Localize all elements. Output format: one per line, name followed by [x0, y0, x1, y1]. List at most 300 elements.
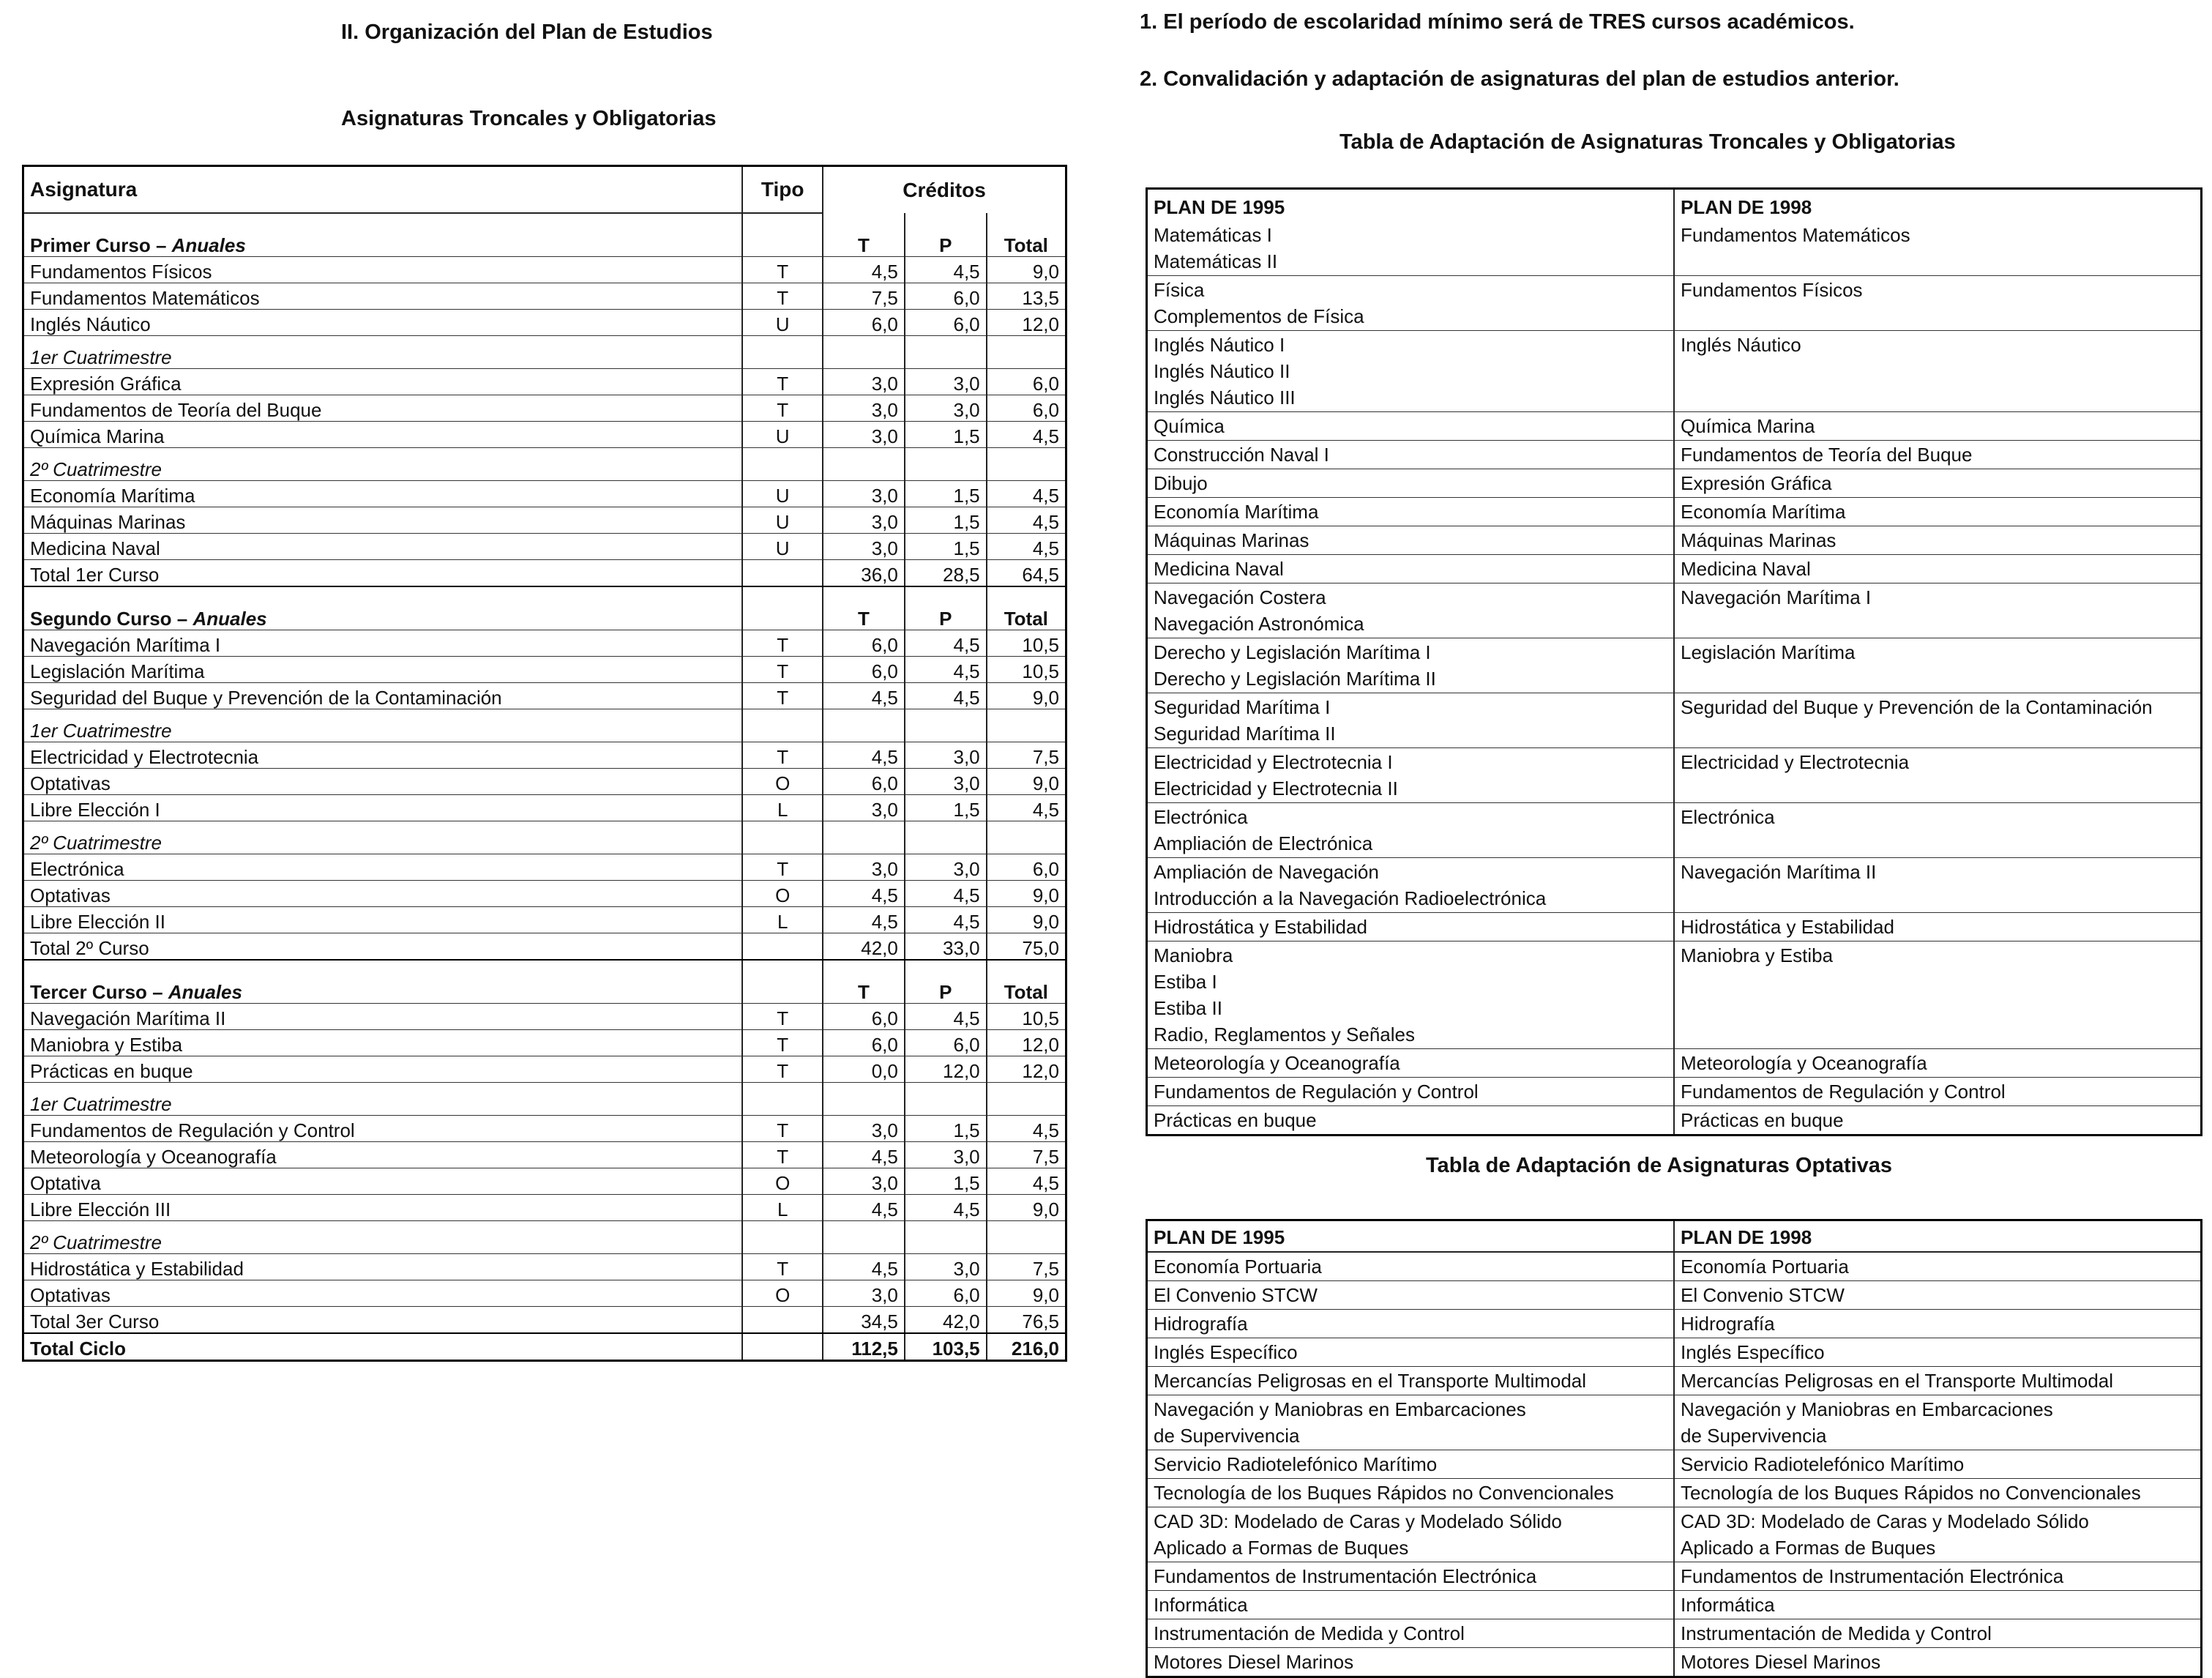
plan-1995-cell — [1147, 1049, 1675, 1078]
point-2: 2. Convalidación y adaptación de asignaturas del plan de estudios anterior. — [1140, 67, 1899, 91]
table-row — [23, 481, 1066, 507]
credits-total-cell: 10,5 — [987, 630, 1066, 657]
tipo-cell: U — [742, 507, 823, 534]
table-row — [1147, 1648, 2202, 1677]
plan-1998-cell — [1674, 469, 2202, 498]
subject-name: Prácticas en buque — [1154, 1109, 1317, 1131]
table-row — [23, 395, 1066, 422]
plan-1998-cell — [1674, 1367, 2202, 1395]
plan-1995-cell — [1147, 441, 1675, 469]
credits-p-cell: 6,0 — [905, 310, 987, 336]
plan-1995-cell — [1147, 276, 1675, 331]
subject-name: Informática — [1681, 1594, 1775, 1616]
subject-name: Hidrografía — [1681, 1313, 1775, 1335]
credits-total-cell: 13,5 — [987, 283, 1066, 310]
table-row — [1147, 276, 2202, 331]
subject-name: Matemáticas II — [1154, 250, 1278, 272]
credits-total-cell: 4,5 — [987, 534, 1066, 560]
subject-name: Optativas — [30, 772, 111, 794]
adaptation-table-core — [1146, 187, 2202, 1136]
subject-name: Navegación Marítima II — [30, 1007, 226, 1029]
subject-name: Química Marina — [1681, 415, 1815, 437]
plan-1995-cell — [1147, 1338, 1675, 1367]
subject-name: Fundamentos de Teoría del Buque — [1681, 444, 1973, 466]
plan-1995-cell — [1147, 221, 1675, 276]
credits-t-cell: 3,0 — [823, 1168, 905, 1195]
credits-t-cell: 6,0 — [823, 630, 905, 657]
table-row — [1147, 913, 2202, 941]
subject-name: Aplicado a Formas de Buques — [1154, 1537, 1409, 1559]
subject-name: Física — [1154, 279, 1205, 301]
subject-name: CAD 3D: Modelado de Caras y Modelado Sólido — [1154, 1510, 1562, 1532]
credits-total-cell: 9,0 — [987, 907, 1066, 933]
credits-p-cell: 4,5 — [905, 630, 987, 657]
course-label: Tercer Curso – — [30, 981, 168, 1003]
credits-p-cell: 4,5 — [905, 657, 987, 683]
tipo-cell — [742, 560, 823, 587]
empty-cell — [823, 336, 905, 369]
header-plan-1995: PLAN DE 1995 — [1147, 189, 1675, 222]
tipo-cell — [742, 1307, 823, 1334]
subject-name: Total 2º Curso — [30, 937, 149, 959]
credits-total-cell: 75,0 — [987, 933, 1066, 961]
credits-total-cell: 6,0 — [987, 854, 1066, 881]
credits-total-cell: 64,5 — [987, 560, 1066, 587]
subject-name: Instrumentación de Medida y Control — [1154, 1622, 1465, 1644]
plan-1998-cell — [1674, 526, 2202, 555]
subject-name: Legislación Marítima — [30, 660, 205, 682]
subject-cell — [23, 1333, 743, 1361]
subject-name: Meteorología y Oceanografía — [30, 1146, 277, 1168]
subject-cell — [23, 586, 743, 630]
credits-total-cell: 216,0 — [987, 1333, 1066, 1361]
plan-1998-cell — [1674, 498, 2202, 526]
credits-t-cell: 6,0 — [823, 657, 905, 683]
section-row — [23, 213, 1066, 257]
subject-cell — [23, 448, 743, 481]
semester-label: 2º Cuatrimestre — [30, 832, 162, 854]
subject-cell — [23, 854, 743, 881]
tipo-cell: T — [742, 257, 823, 283]
credits-t-cell: 3,0 — [823, 507, 905, 534]
credits-total-cell: 7,5 — [987, 1254, 1066, 1280]
subject-name: Aplicado a Formas de Buques — [1681, 1537, 1936, 1559]
table-row — [23, 795, 1066, 821]
subject-name: Construcción Naval I — [1154, 444, 1329, 466]
subject-name: Hidrostática y Estabilidad — [1154, 916, 1367, 938]
empty-cell — [742, 709, 823, 742]
subject-name: Fundamentos Matemáticos — [30, 287, 260, 309]
empty-cell — [742, 1083, 823, 1116]
subject-name: Legislación Marítima — [1681, 641, 1856, 663]
table-row — [23, 742, 1066, 769]
subject-name: Prácticas en buque — [1681, 1109, 1844, 1131]
section-row — [23, 821, 1066, 854]
subject-name: Libre Elección II — [30, 911, 165, 933]
subject-name: Navegación Marítima I — [1681, 586, 1872, 608]
semester-label: 2º Cuatrimestre — [30, 1231, 162, 1253]
tipo-cell: L — [742, 795, 823, 821]
plan-1995-cell — [1147, 1619, 1675, 1648]
subject-cell — [23, 1142, 743, 1168]
plan-1995-cell — [1147, 1281, 1675, 1310]
credits-total-cell: 10,5 — [987, 1004, 1066, 1030]
plan-1995-cell — [1147, 1310, 1675, 1338]
subject-name: Navegación Marítima I — [30, 634, 221, 656]
credits-p-cell: 6,0 — [905, 1280, 987, 1307]
subject-name: Radio, Reglamentos y Señales — [1154, 1023, 1415, 1045]
credits-total-cell: 6,0 — [987, 369, 1066, 395]
tipo-cell: U — [742, 422, 823, 448]
plan-1995-cell — [1147, 941, 1675, 1049]
tipo-cell: T — [742, 854, 823, 881]
adaptation-table-title: Tabla de Adaptación de Asignaturas Troncales y Obligatorias — [1339, 130, 1956, 154]
table-row — [1147, 638, 2202, 693]
plan-1998-cell — [1674, 276, 2202, 331]
subject-name: Meteorología y Oceanografía — [1681, 1052, 1927, 1074]
table-row — [23, 1142, 1066, 1168]
tipo-cell: T — [742, 1142, 823, 1168]
total-row — [23, 1333, 1066, 1361]
subject-cell — [23, 1195, 743, 1221]
subject-cell — [23, 1116, 743, 1142]
table-row — [23, 1116, 1066, 1142]
tipo-cell: T — [742, 1004, 823, 1030]
subject-name: Medicina Naval — [1154, 558, 1284, 580]
empty-cell — [905, 1083, 987, 1116]
plan-1995-cell — [1147, 331, 1675, 412]
total-row — [23, 933, 1066, 961]
credits-p-cell: 1,5 — [905, 507, 987, 534]
table-row — [1147, 1252, 2202, 1281]
credits-t-cell: 4,5 — [823, 1142, 905, 1168]
table-row — [1147, 1281, 2202, 1310]
subject-cell — [23, 1168, 743, 1195]
plan-1998-cell — [1674, 1395, 2202, 1450]
subject-name: Meteorología y Oceanografía — [1154, 1052, 1400, 1074]
plan-1998-cell — [1674, 331, 2202, 412]
subject-name: Inglés Náutico II — [1154, 360, 1290, 382]
empty-cell — [742, 1221, 823, 1254]
subject-name: Inglés Específico — [1681, 1341, 1825, 1363]
credits-t-cell: 3,0 — [823, 1116, 905, 1142]
credits-total-cell: 7,5 — [987, 1142, 1066, 1168]
plan-1998-cell — [1674, 913, 2202, 941]
empty-cell — [987, 1221, 1066, 1254]
subject-name: Electricidad y Electrotecnia — [30, 746, 259, 768]
subject-name: Mercancías Peligrosas en el Transporte Multimodal — [1154, 1370, 1587, 1392]
table-row — [23, 507, 1066, 534]
plan-1998-cell — [1674, 1078, 2202, 1106]
header-plan-1995: PLAN DE 1995 — [1147, 1220, 1675, 1253]
table-row — [1147, 1078, 2202, 1106]
tipo-cell: U — [742, 310, 823, 336]
table-row — [23, 1280, 1066, 1307]
table-row — [23, 310, 1066, 336]
plan-1995-cell — [1147, 498, 1675, 526]
subject-cell — [23, 1056, 743, 1083]
table-row — [23, 881, 1066, 907]
subject-name: Medicina Naval — [1681, 558, 1811, 580]
subject-cell — [23, 1083, 743, 1116]
subject-name: Electrónica — [1154, 806, 1248, 828]
table-row — [1147, 555, 2202, 583]
course-label: Segundo Curso – — [30, 608, 193, 630]
subject-cell — [23, 213, 743, 257]
tipo-cell — [742, 933, 823, 961]
empty-cell — [823, 448, 905, 481]
subject-cell — [23, 769, 743, 795]
credits-total-cell: 10,5 — [987, 657, 1066, 683]
subject-name: Ampliación de Navegación — [1154, 861, 1379, 883]
subject-name: de Supervivencia — [1154, 1425, 1300, 1447]
credits-p-cell: 4,5 — [905, 683, 987, 709]
subject-name: Fundamentos de Teoría del Buque — [30, 399, 322, 421]
credits-t-cell: 4,5 — [823, 907, 905, 933]
subject-name: Motores Diesel Marinos — [1681, 1651, 1881, 1673]
subject-name: Economía Portuaria — [1154, 1256, 1322, 1278]
subject-name: Prácticas en buque — [30, 1060, 193, 1082]
plan-1995-cell — [1147, 583, 1675, 638]
plan-1995-cell — [1147, 693, 1675, 748]
table-title: Asignaturas Troncales y Obligatorias — [341, 107, 717, 130]
subject-cell — [23, 1221, 743, 1254]
header-t: T — [823, 960, 905, 1004]
table-row — [23, 283, 1066, 310]
header-asignatura: Asignatura — [23, 166, 743, 214]
subject-name: Dibujo — [1154, 472, 1208, 494]
credits-t-cell: 34,5 — [823, 1307, 905, 1334]
subject-cell — [23, 560, 743, 587]
subject-cell — [23, 422, 743, 448]
credits-total-cell: 9,0 — [987, 257, 1066, 283]
credits-t-cell: 4,5 — [823, 1254, 905, 1280]
plan-1998-cell — [1674, 1281, 2202, 1310]
plan-1995-cell — [1147, 1507, 1675, 1562]
subject-cell — [23, 369, 743, 395]
credits-t-cell: 0,0 — [823, 1056, 905, 1083]
subject-cell — [23, 709, 743, 742]
semester-label: 2º Cuatrimestre — [30, 458, 162, 480]
subject-name: Libre Elección III — [30, 1198, 171, 1220]
plan-1998-cell — [1674, 941, 2202, 1049]
subject-cell — [23, 795, 743, 821]
table-row — [1147, 858, 2202, 913]
subject-name: Navegación Costera — [1154, 586, 1326, 608]
table-row — [1147, 1619, 2202, 1648]
table-row — [1147, 1367, 2202, 1395]
semester-label: 1er Cuatrimestre — [30, 1093, 172, 1115]
semester-label: 1er Cuatrimestre — [30, 346, 172, 368]
subject-name: Tecnología de los Buques Rápidos no Convencionales — [1681, 1482, 2141, 1504]
subject-name: Inglés Náutico — [1681, 334, 1801, 356]
subject-name: Seguridad Marítima II — [1154, 723, 1336, 745]
subject-name: Química — [1154, 415, 1225, 437]
subject-name: Navegación Astronómica — [1154, 613, 1364, 635]
credits-p-cell: 3,0 — [905, 395, 987, 422]
table-header-row — [1147, 189, 2202, 222]
empty-cell — [823, 821, 905, 854]
table-row — [23, 907, 1066, 933]
subject-name: Electrónica — [1681, 806, 1775, 828]
subject-name: Estiba II — [1154, 997, 1222, 1019]
tipo-cell: T — [742, 1254, 823, 1280]
credits-p-cell: 3,0 — [905, 854, 987, 881]
subject-name: Derecho y Legislación Marítima I — [1154, 641, 1431, 663]
credits-t-cell: 4,5 — [823, 881, 905, 907]
point-1: 1. El período de escolaridad mínimo será de TRES cursos académicos. — [1140, 10, 1855, 34]
subject-name: Expresión Gráfica — [1681, 472, 1832, 494]
subject-name: Complementos de Física — [1154, 305, 1364, 327]
table-row — [1147, 221, 2202, 276]
subject-cell — [23, 630, 743, 657]
curriculum-table — [22, 165, 1067, 1362]
section-row — [23, 1083, 1066, 1116]
tipo-cell: O — [742, 1280, 823, 1307]
subject-name: Fundamentos de Regulación y Control — [1154, 1081, 1479, 1103]
table-row — [23, 257, 1066, 283]
subject-name: Derecho y Legislación Marítima II — [1154, 668, 1436, 690]
credits-p-cell: 12,0 — [905, 1056, 987, 1083]
subject-name: Total 1er Curso — [30, 564, 160, 586]
plan-1995-cell — [1147, 638, 1675, 693]
table-row — [23, 534, 1066, 560]
optional-adaptation-table-title: Tabla de Adaptación de Asignaturas Optativas — [1426, 1154, 1893, 1177]
credits-t-cell: 3,0 — [823, 854, 905, 881]
subject-name: Seguridad del Buque y Prevención de la Contaminación — [30, 687, 502, 709]
subject-name: Total 3er Curso — [30, 1310, 160, 1332]
table-row — [1147, 1591, 2202, 1619]
credits-total-cell: 9,0 — [987, 1280, 1066, 1307]
adaptation-table-optional — [1146, 1219, 2202, 1678]
subject-name: Estiba I — [1154, 971, 1217, 993]
credits-total-cell: 4,5 — [987, 1168, 1066, 1195]
credits-p-cell: 4,5 — [905, 907, 987, 933]
plan-1995-cell — [1147, 748, 1675, 803]
subject-name: Electrónica — [30, 858, 124, 880]
course-period: Anuales — [168, 981, 242, 1003]
plan-1995-cell — [1147, 469, 1675, 498]
section-row — [23, 586, 1066, 630]
subject-name: Total Ciclo — [30, 1338, 126, 1360]
subject-cell — [23, 683, 743, 709]
subject-cell — [23, 1307, 743, 1334]
subject-name: Inglés Náutico III — [1154, 387, 1296, 409]
header-plan-1998: PLAN DE 1998 — [1674, 189, 2202, 222]
section-row — [23, 709, 1066, 742]
tipo-cell: T — [742, 1056, 823, 1083]
table-header-row — [1147, 1220, 2202, 1253]
credits-total-cell: 9,0 — [987, 769, 1066, 795]
table-row — [23, 1254, 1066, 1280]
plan-1998-cell — [1674, 412, 2202, 441]
table-row — [1147, 748, 2202, 803]
credits-t-cell: 4,5 — [823, 257, 905, 283]
subject-cell — [23, 257, 743, 283]
header-total: Total — [987, 960, 1066, 1004]
header-t: T — [823, 213, 905, 257]
credits-t-cell: 4,5 — [823, 683, 905, 709]
course-period: Anuales — [193, 608, 267, 630]
tipo-cell: T — [742, 630, 823, 657]
subject-name: CAD 3D: Modelado de Caras y Modelado Sólido — [1681, 1510, 2089, 1532]
credits-total-cell: 4,5 — [987, 481, 1066, 507]
table-row — [1147, 1310, 2202, 1338]
plan-1998-cell — [1674, 1252, 2202, 1281]
subject-name: Electricidad y Electrotecnia — [1681, 751, 1910, 773]
credits-t-cell: 3,0 — [823, 395, 905, 422]
tipo-cell: T — [742, 657, 823, 683]
section-row — [23, 336, 1066, 369]
tipo-cell — [742, 586, 823, 630]
header-t: T — [823, 586, 905, 630]
header-creditos: Créditos — [823, 166, 1066, 214]
tipo-cell — [742, 213, 823, 257]
empty-cell — [905, 336, 987, 369]
plan-1995-cell — [1147, 1479, 1675, 1507]
subject-name: El Convenio STCW — [1154, 1284, 1318, 1306]
subject-name: Economía Marítima — [1154, 501, 1319, 523]
table-row — [23, 854, 1066, 881]
header-p: P — [905, 586, 987, 630]
subject-name: Hidrostática y Estabilidad — [30, 1258, 244, 1280]
subject-name: de Supervivencia — [1681, 1425, 1827, 1447]
table-row — [23, 1168, 1066, 1195]
subject-name: Química Marina — [30, 425, 165, 447]
subject-name: Máquinas Marinas — [1154, 529, 1309, 551]
credits-total-cell: 6,0 — [987, 395, 1066, 422]
empty-cell — [823, 1083, 905, 1116]
subject-name: Fundamentos de Regulación y Control — [1681, 1081, 2006, 1103]
subject-name: Navegación y Maniobras en Embarcaciones — [1681, 1398, 2053, 1420]
table-header-row — [23, 166, 1066, 214]
table-row — [1147, 1450, 2202, 1479]
plan-1998-cell — [1674, 803, 2202, 858]
subject-name: Navegación Marítima II — [1681, 861, 1877, 883]
subject-name: Navegación y Maniobras en Embarcaciones — [1154, 1398, 1526, 1420]
plan-1995-cell — [1147, 1562, 1675, 1591]
table-row — [23, 630, 1066, 657]
subject-name: Tecnología de los Buques Rápidos no Convencionales — [1154, 1482, 1614, 1504]
subject-name: Mercancías Peligrosas en el Transporte Multimodal — [1681, 1370, 2114, 1392]
plan-1995-cell — [1147, 1395, 1675, 1450]
subject-name: Matemáticas I — [1154, 224, 1272, 246]
credits-total-cell: 9,0 — [987, 1195, 1066, 1221]
table-row — [23, 657, 1066, 683]
credits-p-cell: 3,0 — [905, 369, 987, 395]
credits-t-cell: 6,0 — [823, 1030, 905, 1056]
plan-1998-cell — [1674, 638, 2202, 693]
plan-1998-cell — [1674, 1507, 2202, 1562]
tipo-cell: L — [742, 907, 823, 933]
credits-t-cell: 42,0 — [823, 933, 905, 961]
subject-cell — [23, 742, 743, 769]
section-row — [23, 448, 1066, 481]
table-row — [1147, 941, 2202, 1049]
credits-p-cell: 6,0 — [905, 1030, 987, 1056]
table-row — [1147, 693, 2202, 748]
tipo-cell: L — [742, 1195, 823, 1221]
tipo-cell: T — [742, 683, 823, 709]
table-row — [23, 369, 1066, 395]
empty-cell — [742, 336, 823, 369]
total-row — [23, 1307, 1066, 1334]
plan-1995-cell — [1147, 1648, 1675, 1677]
credits-total-cell: 4,5 — [987, 1116, 1066, 1142]
credits-total-cell: 76,5 — [987, 1307, 1066, 1334]
empty-cell — [905, 448, 987, 481]
tipo-cell: T — [742, 742, 823, 769]
